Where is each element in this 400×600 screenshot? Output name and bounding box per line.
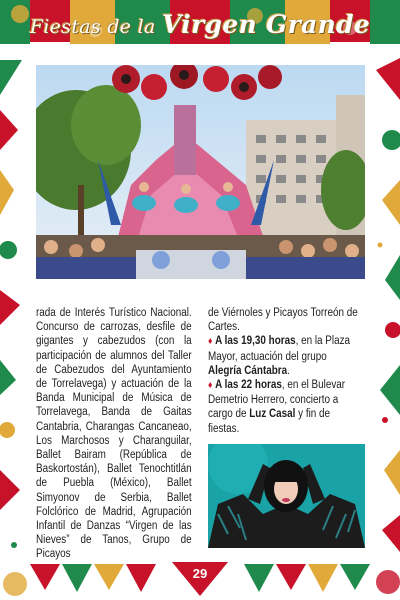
diamond-bullet-icon: ♦ bbox=[208, 380, 213, 392]
schedule-time: A las 19,30 horas bbox=[215, 335, 296, 348]
parade-float-photo bbox=[36, 65, 365, 279]
singer-portrait-photo bbox=[208, 444, 365, 548]
page-header-title bbox=[0, 10, 400, 39]
schedule-text: , en la Plaza Mayor, actuación del grupo bbox=[208, 335, 351, 363]
schedule-performer: Alegría Cántabra bbox=[208, 364, 288, 377]
header-title-big: Virgen Grande bbox=[162, 10, 371, 39]
schedule-time: A las 22 horas bbox=[215, 379, 282, 392]
diamond-bullet-icon: ♦ bbox=[208, 336, 213, 348]
schedule-end: y fin de fiestas. bbox=[208, 408, 331, 435]
schedule-end: . bbox=[287, 364, 290, 377]
article-right-intro: de Viérnoles y Picayos Torreón de Cartes. bbox=[208, 307, 358, 334]
page-number: 29 bbox=[192, 566, 208, 581]
header-title-small: Fiestas de la bbox=[29, 16, 156, 38]
schedule-performer: Luz Casal bbox=[249, 408, 296, 421]
schedule-text: , en el Bulevar Demetrio Herrero, concierto a cargo de bbox=[208, 379, 346, 421]
article-left-column bbox=[36, 306, 192, 562]
schedule-item bbox=[208, 334, 363, 378]
schedule-item bbox=[208, 378, 363, 436]
article-left-text: rada de Interés Turístico Nacional. Concurso de carrozas, desfile de gigantes y cabezudos (con la participación de alumnos del Taller de Cabezudos del Ayuntamiento de Torrelavega) y actuación de la Banda Municipal de Música de Torrelavega, Banda de Gaitas Cantabria, Charangas Cancaneao, Los Marchosos y Charanguilar, Ballet Bairam (República de Baskortostán), Ballet Tenochtitlán de Puebla (México), Ballet Simyonov de Serbia, Ballet Folclórico de Madrid, Agrupación Infantil de Danzas “Virgen de las Nieves” de Tanos, Grupo de Picayos bbox=[36, 307, 192, 561]
article-right-column bbox=[208, 306, 363, 436]
